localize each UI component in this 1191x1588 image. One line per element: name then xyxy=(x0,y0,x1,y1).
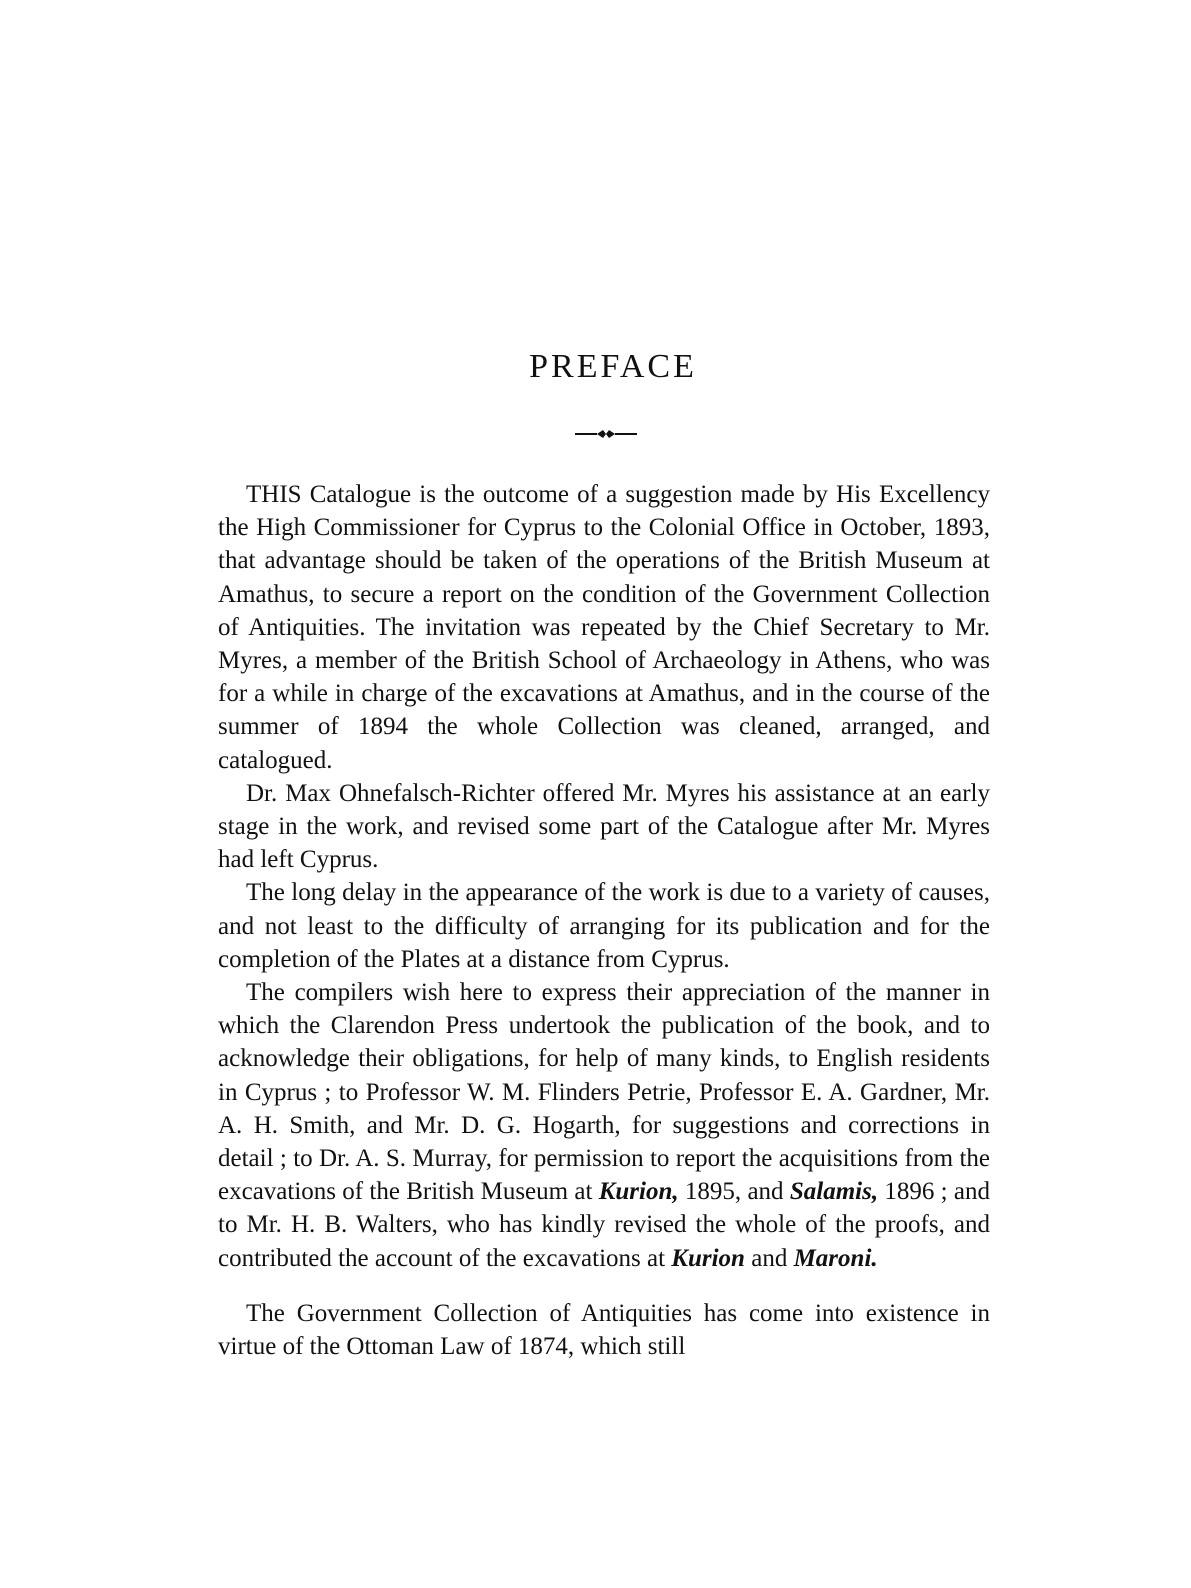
paragraph-text: Dr. Max Ohnefalsch-Richter offered Mr. Myres his assistance at an early stage in the work, and revised some part of the Catalogue after Mr. Myres had left Cyprus. xyxy=(218,779,990,874)
paragraph-text: The Government Collection of Antiquities has come into existence in virtue of the Ottoman Law of 1874, which still xyxy=(218,1299,990,1361)
paragraph-text: 1895, and xyxy=(678,1178,790,1206)
preface-paragraph xyxy=(218,876,990,976)
paragraph-text: The long delay in the appearance of the work is due to a variety of causes, and not least to the difficulty of arranging for its publication and for the completion of the Plates at a distance from Cyprus. xyxy=(218,879,990,973)
paragraph-text: and xyxy=(744,1244,794,1272)
italic-place-name: Kurion, xyxy=(598,1178,679,1206)
page-title: PREFACE xyxy=(529,348,697,385)
fleuron-rule-ornament-icon xyxy=(575,428,637,440)
preface-paragraph xyxy=(218,777,990,877)
italic-place-name: Salamis, xyxy=(789,1178,879,1206)
paragraph-lead-word: THIS xyxy=(246,481,302,508)
preface-paragraph xyxy=(218,976,990,1275)
paragraph-text: Catalogue is the outcome of a suggestion made by His Excellency the High Commissioner for Cyprus to the Colonial Office in October, 1893, that advantage should be taken of the operations of the British Museum at Amathus, to secure a report on the condition of the Government Collection of Antiquities. The invitation was repeated by the Chief Secretary to Mr. Myres, a member of the British School of Archaeology in Athens, who was for a while in charge of the excavations at Amathus, and in the course of the summer of 1894 the whole Collection was cleaned, arranged, and catalogued. xyxy=(218,481,990,774)
paragraph-text: The compilers wish here to express their appreciation of the manner in which the Clarendon Press undertook the publication of the book, and to acknowledge their obligations, for help of many kinds, to English residents in Cyprus ; to Professor W. M. Flinders Petrie, Professor E. A. Gardner, Mr. A. H. Smith, and Mr. D. G. Hogarth, for suggestions and corrections in detail ; to Dr. A. S. Murray, for permission to report the acquisitions from the excavations of the British Museum at xyxy=(218,979,990,1206)
paragraph-text: 1896 ; and to Mr. H. B. Walters, who has kindly revised the whole of the proofs, and contributed the account of the excavations at xyxy=(218,1178,990,1272)
preface-body xyxy=(218,478,990,1363)
preface-paragraph xyxy=(218,1297,990,1363)
preface-paragraph xyxy=(218,478,990,777)
italic-place-name: Kurion xyxy=(671,1244,745,1272)
italic-place-name: Maroni. xyxy=(793,1244,878,1272)
